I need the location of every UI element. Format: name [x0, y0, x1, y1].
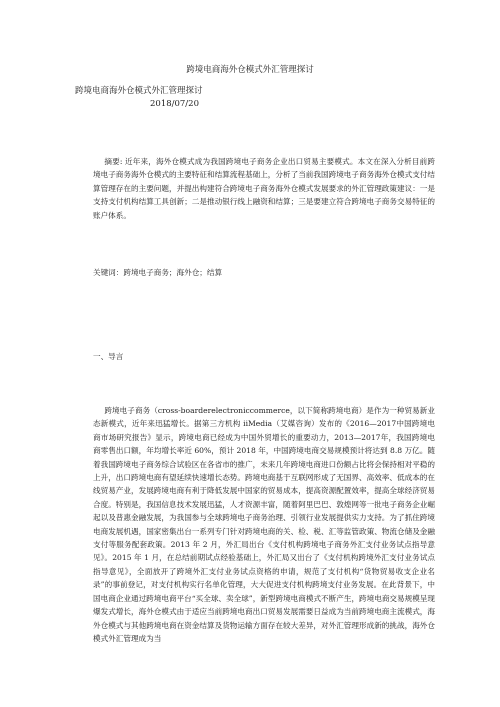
abstract-paragraph: 摘要: 近年来，海外仓模式成为我国跨境电子商务企业出口贸易主要模式。本文在深入分析目前跨境电子商务海外仓模式的主要特征和结算流程基础上，分析了当前我国跨境电子商务海外仓模式支付结算管理存在的主要问题，并提出构建符合跨境电子商务海外仓模式发展要求的外汇管理政策建议：一是支持支付机构结算工具创新；二是推动银行线上融资和结算；三是要建立符合跨境电子商务交易特征的账户体系。	[93, 157, 435, 220]
document-subtitle: 跨境电商海外仓模式外汇管理探讨	[75, 86, 203, 96]
body-paragraph: 跨境电子商务（cross-boarderelectroniccommerce，以下简称跨境电商）是作为一种贸易新业态新模式，近年来迅猛增长。据第三方机构 iiMedia（艾媒咨询）发布的《2016—2017中国跨境电商市场研究报告》显示，跨境电商已经成为中国外贸增长的重要动力，2013—2017年，我国跨境电商零售出口额，年均增长率近 60%，预计 2018 年，中国跨境电商交易规模预计将达到 8.8 万亿。随着我国跨境电子商务综合试验区在各省市的推广，未来几年跨境电商进口份额占比将会保持相对平稳的上升，出口跨境电商有望延续快速增长态势。跨境电商基于互联网形成了无国界、高效率、低成本的在线贸易产业，发展跨境电商有利于降低发展中国家的贸易成本，提高资源配置效率，提高全球经济贸易合度。特别是，我国信息技术发展迅猛，人才资源丰富，随着阿里巴巴、敦煌网等一批电子商务企业崛起以及普惠金融发展，为我国参与全球跨境电子商务治理、引领行业发展提供实力支持。为了抓住跨境电商发展机遇，国家密集出台一系列专门针对跨境电商的关、检、税、汇等监管政策、物流仓储及金融支付等服务配套政策。2013 年 2 月，外汇局出台《支付机构跨境电子商务外汇支付业务试点指导意见》。2015 年 1 月，在总结前期试点经验基础上，外汇局又出台了《支付机构跨境外汇支付业务试点指导意见》，全面放开了跨境外汇支付业务试点资格的申请，规范了支付机构“货物贸易收支企业名录”的事前登记，对支付机构实行名单化管理，大大促进支付机构跨境支付业务发展。在此背景下，中国电商企业通过跨境电商平台“买全球、卖全球”，新型跨境电商模式不断产生，跨境电商交易规模呈现爆发式增长，海外仓模式由于适应当前跨境电商出口贸易发展需要日益成为当前跨境电商主流模式，海外仓模式与其他跨境电商在资金结算及货物运输方面存在较大差异，对外汇管理形成新的挑战，海外仓模式外汇管理成为当	[93, 406, 435, 643]
publish-date: 2018/07/20	[150, 99, 199, 109]
keywords-line: 关键词：跨境电子商务；海外仓；结算	[93, 268, 223, 277]
section-heading: 一、导言	[93, 352, 124, 361]
document-title: 跨境电商海外仓模式外汇管理探讨	[186, 65, 314, 75]
